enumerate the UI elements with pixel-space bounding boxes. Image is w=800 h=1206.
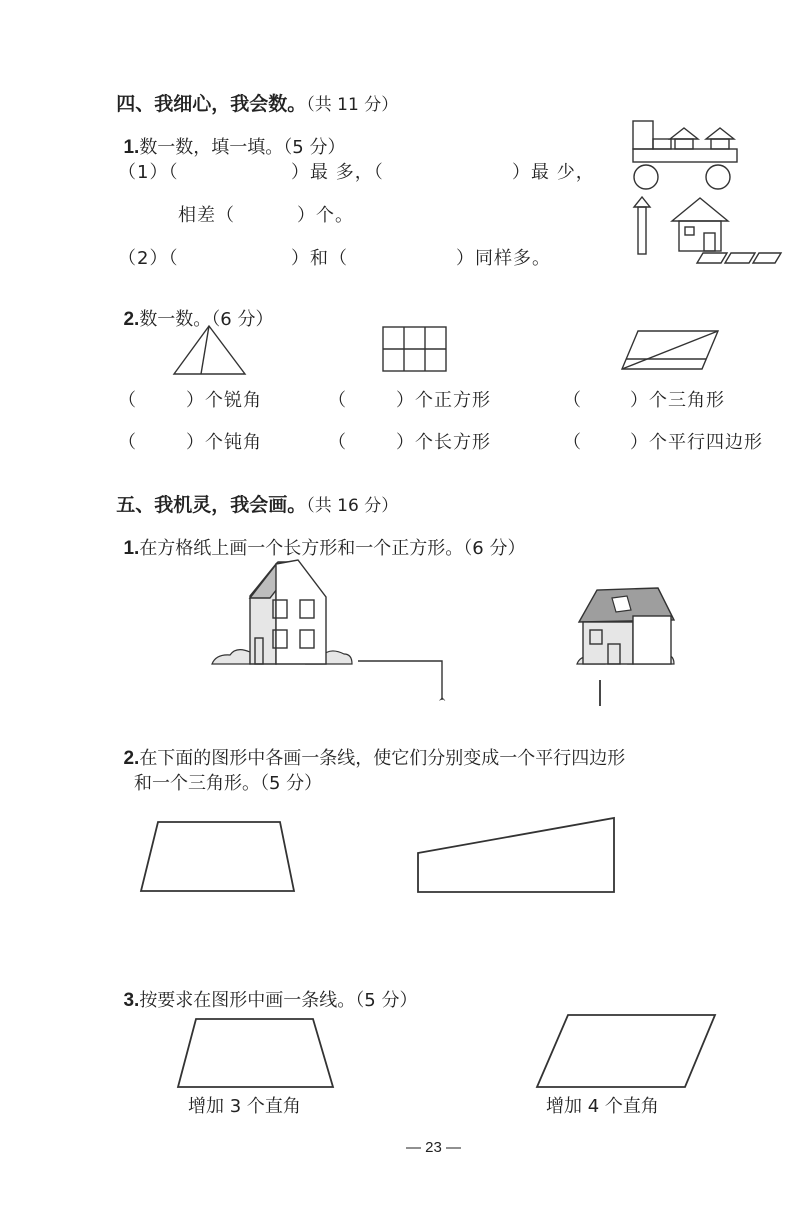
grid-rectangle-figure bbox=[383, 327, 446, 371]
s4-q2-r2-parallelogram: ）个平行四边形 bbox=[630, 432, 763, 453]
s4-q2-r1-open-1: （ bbox=[118, 390, 137, 411]
s4-q2-r2-rectangle: ）个长方形 bbox=[396, 432, 491, 453]
small-house-illustration bbox=[577, 588, 674, 664]
s4-q2-r1-open-3: （ bbox=[563, 390, 582, 411]
section-4-points: （共 11 分） bbox=[306, 95, 399, 115]
s5-q3-number: 3. bbox=[123, 990, 140, 1011]
s4-q1-line1-c: ）最 少， bbox=[512, 162, 595, 183]
s4-q1-text: 数一数，填一填。（5 分） bbox=[139, 137, 346, 158]
house-window bbox=[685, 227, 694, 235]
s4-q2-text: 数一数。（6 分） bbox=[139, 309, 274, 330]
section-5-title: 五、我机灵，我会画。 bbox=[116, 494, 307, 516]
truck-roof-triangle-1 bbox=[670, 128, 698, 139]
section-5-points: （共 16 分） bbox=[306, 496, 399, 516]
s4-q1-line3-a: （2）（ bbox=[118, 248, 179, 269]
caption-add-4-right-angles: 增加 4 个直角 bbox=[546, 1096, 659, 1117]
s4-q2-r1-acute: ）个锐角 bbox=[186, 390, 262, 411]
truck-wheel-left bbox=[634, 165, 658, 189]
s4-q1-number: 1. bbox=[123, 137, 140, 158]
path-line-left bbox=[358, 661, 442, 700]
s4-q2-r2-open-2: （ bbox=[328, 432, 347, 453]
s4-q1-line3-c: ）同样多。 bbox=[456, 248, 551, 269]
small-house-skylight bbox=[612, 596, 631, 612]
pillar-rect bbox=[638, 207, 646, 254]
s4-q1-line2-b: ）个。 bbox=[297, 205, 354, 226]
s4-q1-line1-a: （1）（ bbox=[118, 162, 179, 183]
s5-q2-number: 2. bbox=[123, 748, 140, 769]
s4-q2-r1-square: ）个正方形 bbox=[396, 390, 491, 411]
s4-q1-line2-a: 相差（ bbox=[178, 205, 235, 226]
s4-q1-line1-b: ）最 多，（ bbox=[291, 162, 384, 183]
s5-q1-number: 1. bbox=[123, 538, 140, 559]
parallelogram-add-4-right-angles bbox=[537, 1015, 715, 1087]
trapezoid-shape bbox=[141, 822, 294, 891]
right-trapezoid-shape bbox=[418, 818, 614, 892]
s5-q3-text: 按要求在图形中画一条线。（5 分） bbox=[139, 990, 418, 1011]
s4-q1-line3-b: ）和（ bbox=[291, 248, 348, 269]
s4-q2-r2-obtuse: ）个钝角 bbox=[186, 432, 262, 453]
parallelogram-2 bbox=[725, 253, 755, 263]
truck-bed bbox=[633, 149, 737, 162]
s5-q1-text: 在方格纸上画一个长方形和一个正方形。（6 分） bbox=[139, 538, 526, 559]
block-truck-figure bbox=[633, 121, 737, 189]
truck-block-1 bbox=[675, 139, 693, 149]
s4-q2-r1-triangle: ）个三角形 bbox=[630, 390, 725, 411]
parallelogram-3 bbox=[753, 253, 781, 263]
triangle-inner-line bbox=[201, 326, 209, 374]
house-door bbox=[704, 233, 715, 251]
caption-add-3-right-angles: 增加 3 个直角 bbox=[188, 1096, 301, 1117]
parallelogram-1 bbox=[697, 253, 727, 263]
s5-q2-text-1: 在下面的图形中各画一条线，使它们分别变成一个平行四边形 bbox=[139, 748, 626, 769]
bush-left-1 bbox=[212, 650, 250, 664]
triangle-figure bbox=[174, 326, 245, 374]
s5-q2-text-2: 和一个三角形。（5 分） bbox=[134, 773, 323, 794]
section-4-title: 四、我细心，我会数。 bbox=[116, 93, 307, 115]
trapezoid-add-3-right-angles bbox=[178, 1019, 333, 1087]
s4-q2-r2-open-1: （ bbox=[118, 432, 137, 453]
truck-wheel-right bbox=[706, 165, 730, 189]
page-number: — 23 — bbox=[406, 1139, 462, 1156]
block-house-figure bbox=[634, 197, 781, 263]
triangle-outline bbox=[174, 326, 245, 374]
truck-step bbox=[653, 139, 671, 149]
s4-q2-number: 2. bbox=[123, 309, 140, 330]
parallelogram-figure bbox=[622, 331, 718, 369]
pillar-arrow-head bbox=[634, 197, 650, 207]
truck-roof-triangle-2 bbox=[706, 128, 734, 139]
caret-mark: ^ bbox=[438, 697, 447, 708]
s4-q2-r2-open-3: （ bbox=[563, 432, 582, 453]
tall-house-illustration bbox=[212, 560, 352, 664]
truck-block-2 bbox=[711, 139, 729, 149]
truck-cab-tall bbox=[633, 121, 653, 149]
small-house-side bbox=[633, 616, 671, 664]
house-roof bbox=[672, 198, 728, 221]
s4-q2-r1-open-2: （ bbox=[328, 390, 347, 411]
parallelogram-diagonal bbox=[622, 331, 718, 369]
